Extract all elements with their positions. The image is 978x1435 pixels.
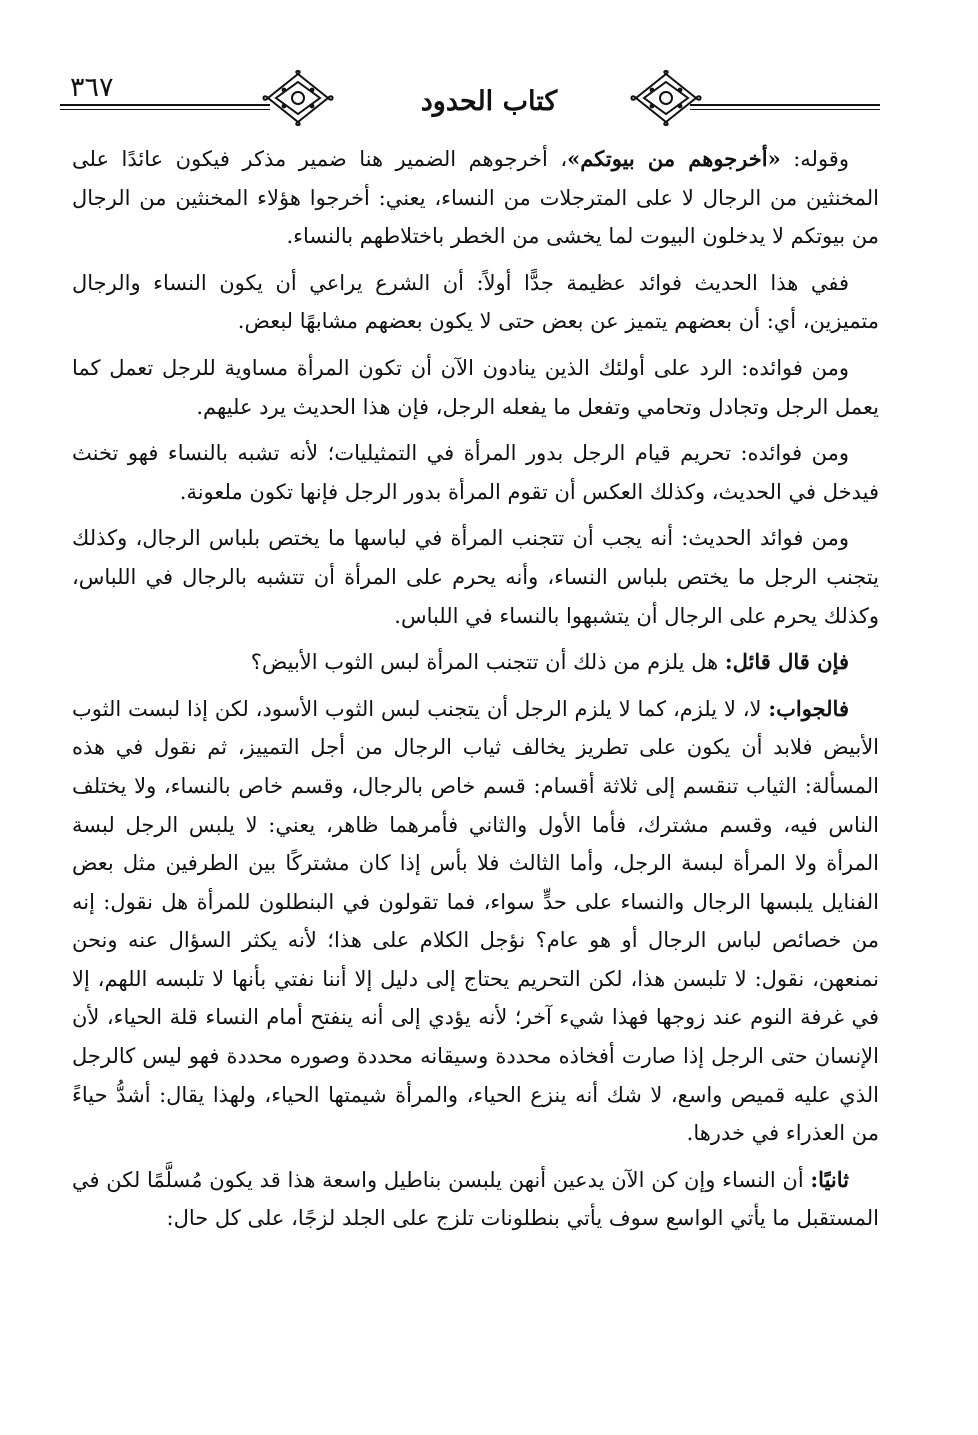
page-number: ٣٦٧ xyxy=(70,72,114,103)
paragraph-text: ومن فوائده: تحريم قيام الرجل بدور المرأة في التمثيليات؛ لأنه تشبه بالنساء فهو تخنث فيدخل في الحديث، وكذلك العكس أن تقوم المرأة بدور الرجل فإنها تكون ملعونة. xyxy=(72,441,879,504)
page-header xyxy=(60,64,880,128)
paragraph xyxy=(72,519,879,635)
ornament-icon xyxy=(260,70,336,126)
paragraph-text: ، أخرجوهم الضمير هنا ضمير مذكر فيكون عائدًا على المخنثين من الرجال لا على المترجلات من النساء، يعني: أخرجوا هؤلاء المخنثين من الرجال من بيوتكم لا يدخلون البيوت لما يخشى من الخطر باختلاطهم بالنساء. xyxy=(72,147,879,249)
header-rule-right xyxy=(690,104,880,106)
point-lead: ثانيًا: xyxy=(810,1166,849,1192)
paragraph xyxy=(72,434,879,511)
paragraph xyxy=(72,690,879,1153)
paragraph-text: ففي هذا الحديث فوائد عظيمة جدًّا أولاً: أن الشرع يراعي أن يكون النساء والرجال متميزين، أي: أن بعضهم يتميز عن بعض حتى لا يكون بعضهم مشابهًا لبعض. xyxy=(72,270,879,334)
paragraph xyxy=(72,140,879,256)
paragraph-text: أن النساء وإن كن الآن يدعين أنهن يلبسن بناطيل واسعة هذا قد يكون مُسلَّمًا لكن في المستقبل ما يأتي الواسع سوف يأتي بنطلونات تلزج على الجلد لزجًا، على كل حال: xyxy=(72,1167,879,1231)
paragraph-text: هل يلزم من ذلك أن تتجنب المرأة لبس الثوب الأبيض؟ xyxy=(250,650,725,675)
paragraph-text: ومن فوائد الحديث: أنه يجب أن تتجنب المرأة في لباسها ما يختص بلباس الرجال، وكذلك يتجنب الرجل ما يختص بلباس النساء، وأنه يحرم على المرأة أن تتشبه بالرجال في اللباس، وكذلك يحرم على الرجال أن يتشبهوا بالنساء في اللباس. xyxy=(72,526,879,628)
paragraph xyxy=(72,643,879,682)
question-lead: فإن قال قائل: xyxy=(724,649,849,675)
ornament-icon xyxy=(628,70,704,126)
paragraph xyxy=(72,264,879,341)
body-text xyxy=(72,140,879,1420)
running-title: كتاب الحدود xyxy=(420,86,558,117)
header-rule-right-thin xyxy=(690,109,880,110)
paragraph-text: ومن فوائده: الرد على أولئك الذين ينادون الآن أن تكون المرأة مساوية للرجل تعمل كما يعمل الرجل وتجادل وتحامي وتفعل ما يفعله الرجل، فإن هذا الحديث يرد عليهم. xyxy=(72,355,879,419)
header-rule-left-thin xyxy=(60,109,270,110)
paragraph-lead: وقوله: xyxy=(780,147,849,171)
paragraph xyxy=(72,349,879,426)
answer-lead: فالجواب: xyxy=(768,695,849,721)
header-rule-left xyxy=(60,104,270,106)
paragraph xyxy=(72,1161,879,1238)
quoted-hadith: «أخرجوهم من بيوتكم» xyxy=(567,146,781,171)
paragraph-text: لا، لا يلزم، كما لا يلزم الرجل أن يتجنب لبس الثوب الأسود، لكن إذا لبست الثوب الأبيض فلابد أن يكون على تطريز يخالف ثياب الرجال من أجل التمييز، ثم نقول في هذه المسألة: الثياب تنقسم إلى ثلاثة أقسام: قسم خاص بالرجال، وقسم خاص بالنساء، ولا يختلف الناس فيه، وقسم مشترك، فأما الأول والثاني فأمرهما ظاهر، يعني: لا يلبس الرجل لبسة المرأة ولا المرأة لبسة الرجل، وأما الثالث فلا بأس إذا كان مشتركًا بين الطرفين مثل بعض الفنايل يلبسها الرجال والنساء على حدٍّ سواء، فما تقولون في البنطلون للمرأة هل نقول: إنه من خصائص لباس الرجال أو هو عام؟ نؤجل الكلام على هذا؛ لأنه يكثر السؤال عنه ونحن نمنعهن، نقول: لا تلبسن هذا، لكن التحريم يحتاج إلى دليل إلا أننا نفتي بأنها لا تلبسه اللهم، إلا في غرفة النوم عند زوجها فهذا شيء آخر؛ لأنه يؤدي إلى أنه ينفتح أمام النساء قلة الحياء، لأن الإنسان حتى الرجل إذا صارت أفخاذه محددة وسيقانه محددة وصوره محددة فهو ليس كالرجل الذي عليه قميص واسع، لا شك أنه ينزع الحياء، والمرأة شيمتها الحياء، ولهذا يقال: أشدُّ حياءً من العذراء في خدرها. xyxy=(72,696,879,1146)
